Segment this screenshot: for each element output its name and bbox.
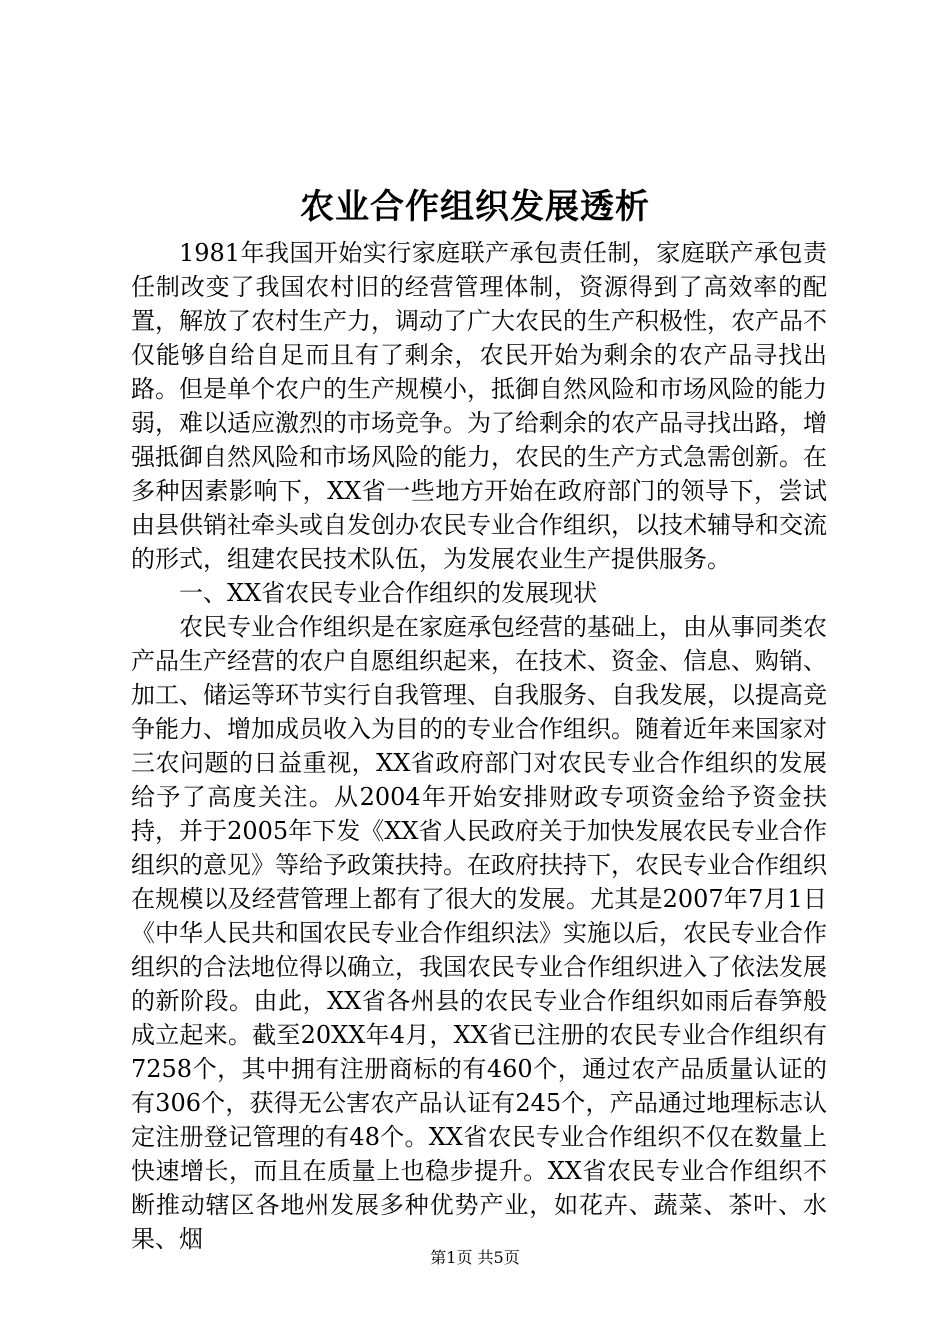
page-footer: 第1页 共5页 [430, 1248, 520, 1267]
intro-paragraph: 1981年我国开始实行家庭联产承包责任制，家庭联产承包责任制改变了我国农村旧的经营管理体制，资源得到了高效率的配置，解放了农村生产力，调动了广大农民的生产积极性，农产品不仅能够自给自足而且有了剩余，农民开始为剩余的农产品寻找出路。但是单个农户的生产规模小，抵御自然风险和市场风险的能力弱，难以适应激烈的市场竞争。为了给剩余的农产品寻找出路，增强抵御自然风险和市场风险的能力，农民的生产方式急需创新。在多种因素影响下，XX省一些地方开始在政府部门的领导下，尝试由县供销社牵头或自发创办农民专业合作组织，以技术辅导和交流的形式，组建农民技术队伍，为发展农业生产提供服务。 [131, 239, 827, 573]
section-paragraph: 农民专业合作组织是在家庭承包经营的基础上，由从事同类农产品生产经营的农户自愿组织起来，在技术、资金、信息、购销、加工、储运等环节实行自我管理、自我服务、自我发展，以提高竞争能力、增加成员收入为目的的专业合作组织。随着近年来国家对三农问题的日益重视，XX省政府部门对农民专业合作组织的发展给予了高度关注。从2004年开始安排财政专项资金给予资金扶持，并于2005年下发《XX省人民政府关于加快发展农民专业合作组织的意见》等给予政策扶持。在政府扶持下，农民专业合作组织在规模以及经营管理上都有了很大的发展。尤其是2007年7月1日《中华人民共和国农民专业合作组织法》实施以后，农民专业合作组织的合法地位得以确立，我国农民专业合作组织进入了依法发展的新阶段。由此，XX省各州县的农民专业合作组织如雨后春笋般成立起来。截至20XX年4月，XX省已注册的农民专业合作组织有7258个，其中拥有注册商标的有460个，通过农产品质量认证的有306个，获得无公害农产品认证有245个，产品通过地理标志认定注册登记管理的有48个。XX省农民专业合作组织不仅在数量上快速增长，而且在质量上也稳步提升。XX省农民专业合作组织不断推动辖区各地州发展多种优势产业，如花卉、蔬菜、茶叶、水果、烟 [131, 613, 827, 1253]
document-title: 农业合作组织发展透析 [300, 187, 650, 227]
document-body [131, 236, 827, 1256]
section-heading: 一、XX省农民专业合作组织的发展现状 [179, 579, 598, 607]
